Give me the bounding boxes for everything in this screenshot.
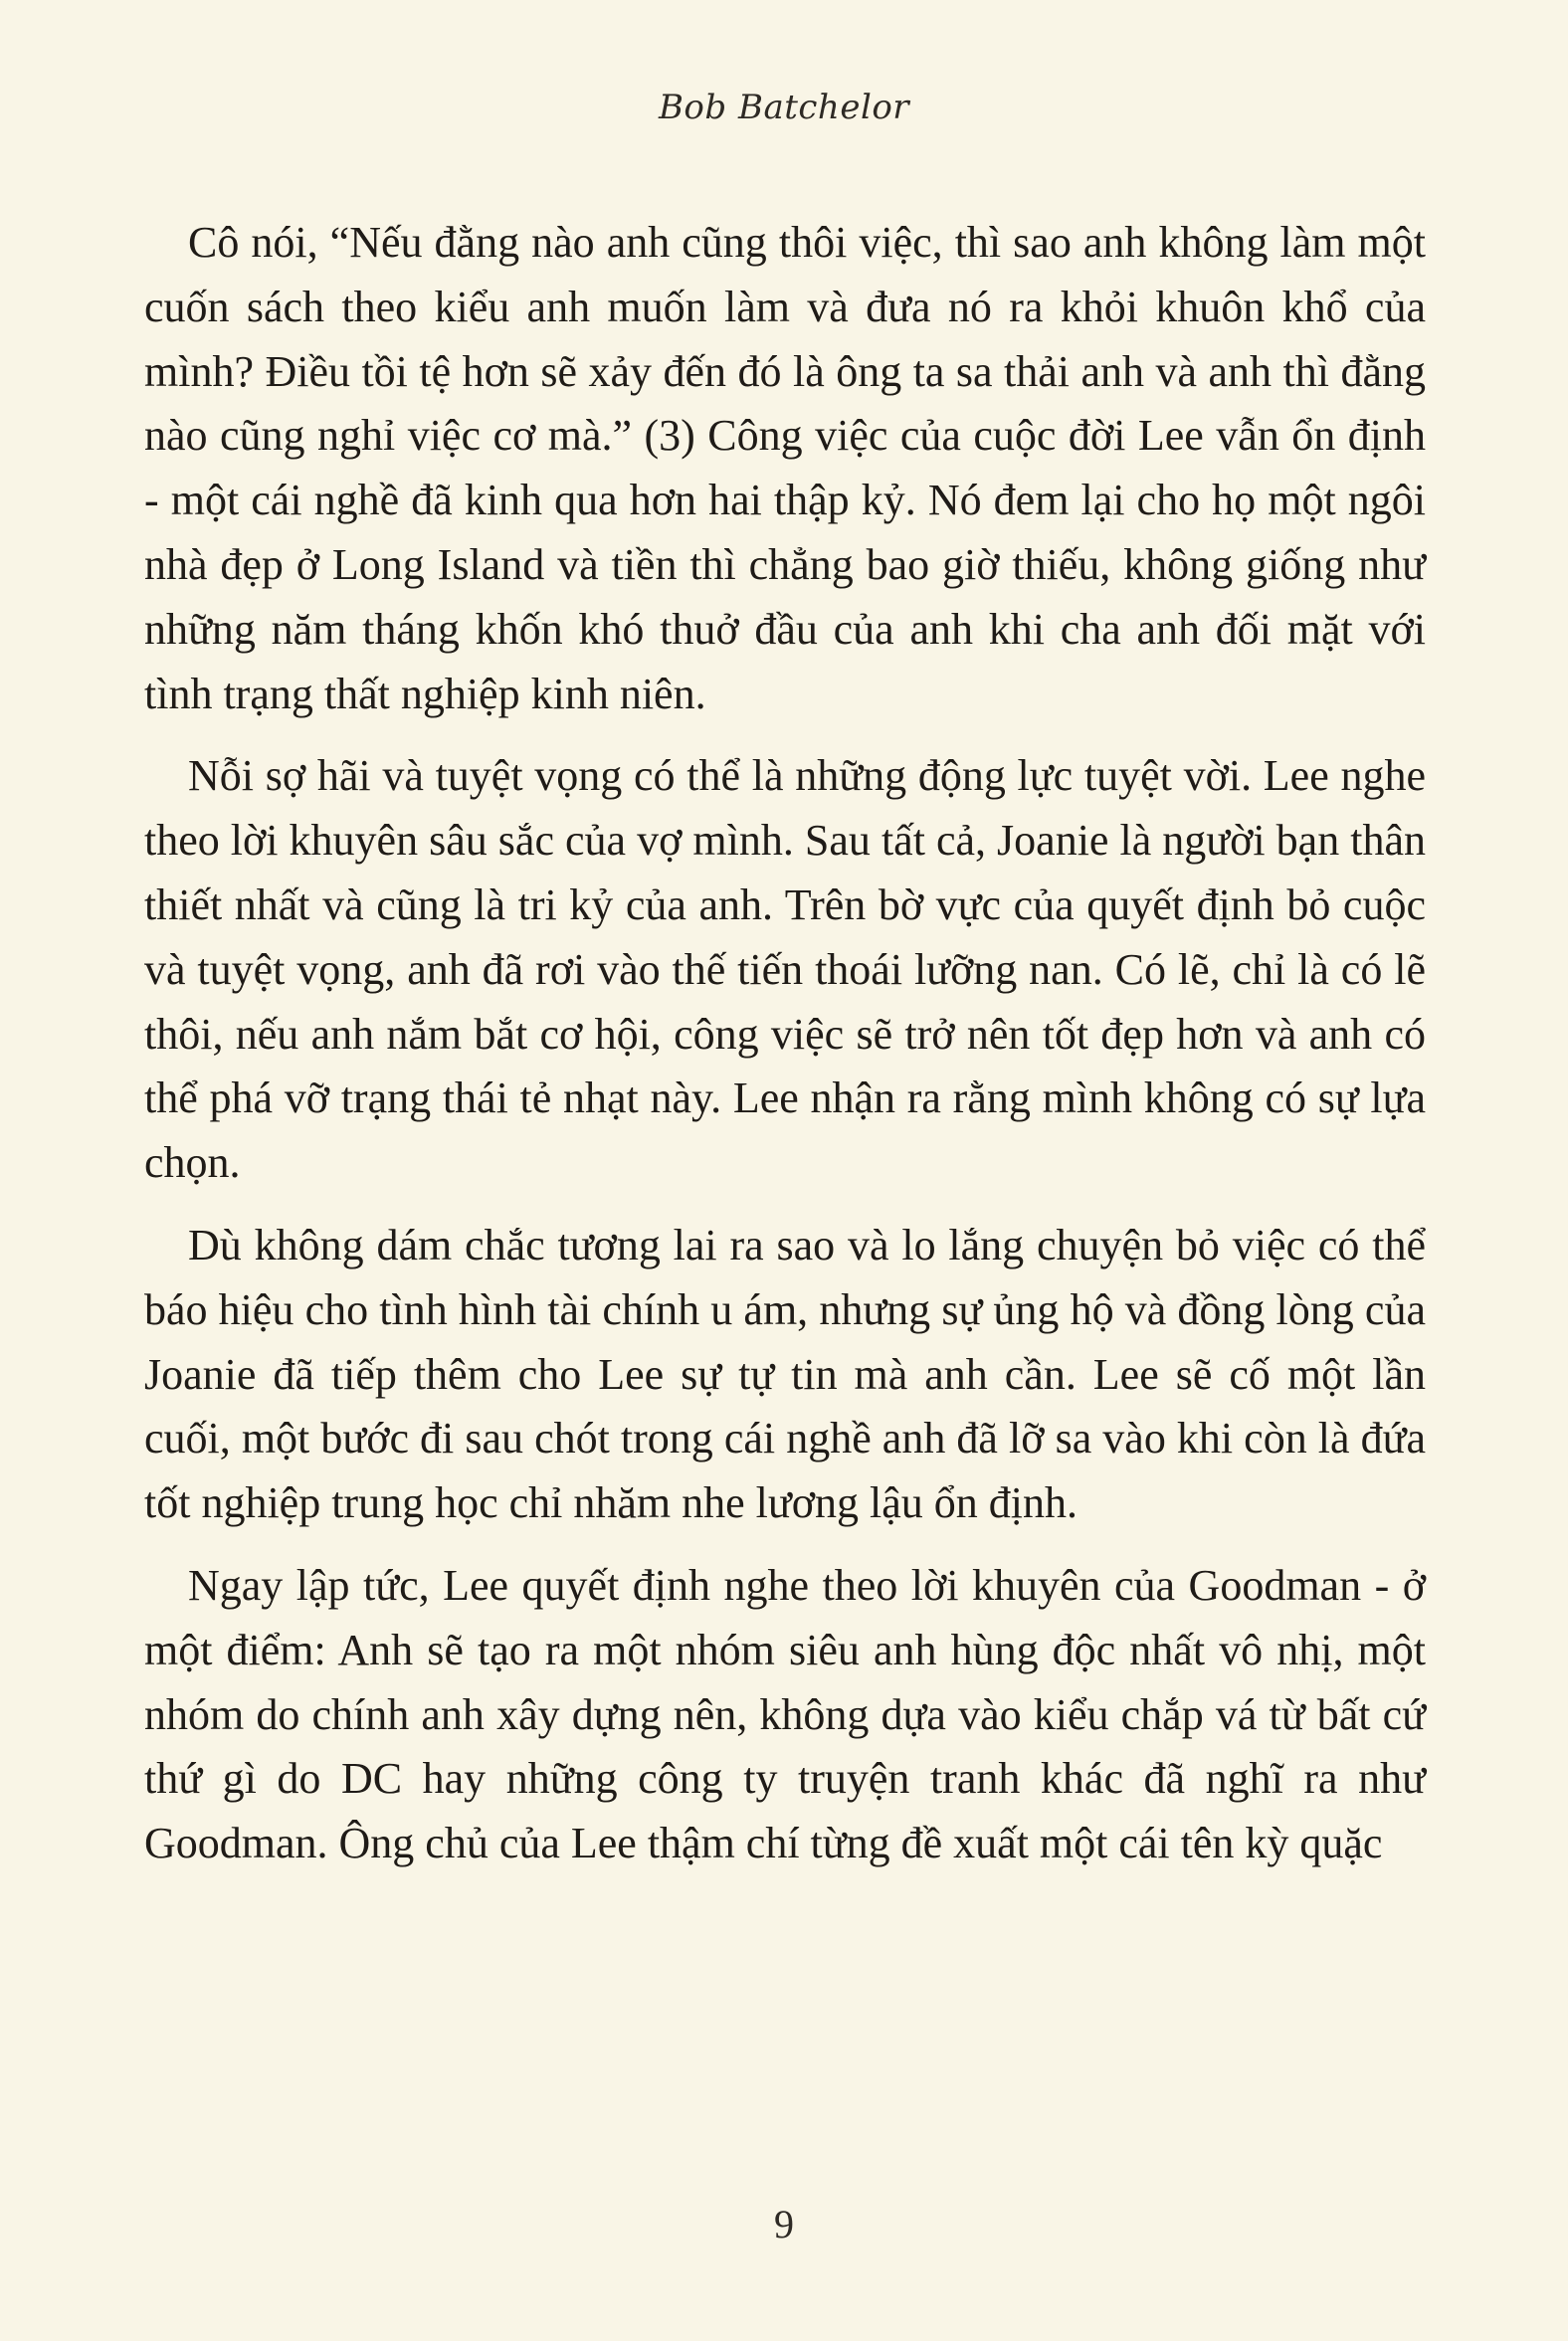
paragraph-2: Nỗi sợ hãi và tuyệt vọng có thể là những động lực tuyệt vời. Lee nghe theo lời khuyên sâu sắc của vợ mình. Sau tất cả, Joanie là người bạn thân thiết nhất và cũng là tri kỷ của anh. Trên bờ vực của quyết định bỏ cuộc và tuyệt vọng, anh đã rơi vào thế tiến thoái lưỡng nan. Có lẽ, chỉ là có lẽ thôi, nếu anh nắm bắt cơ hội, công việc sẽ trở nên tốt đẹp hơn và anh có thể phá vỡ trạng thái tẻ nhạt này. Lee nhận ra rằng mình không có sự lựa chọn. xyxy=(144,751,1426,1188)
paragraph-3: Dù không dám chắc tương lai ra sao và lo lắng chuyện bỏ việc có thể báo hiệu cho tình hình tài chính u ám, nhưng sự ủng hộ và đồng lòng của Joanie đã tiếp thêm cho Lee sự tự tin mà anh cần. Lee sẽ cố một lần cuối, một bước đi sau chót trong cái nghề anh đã lỡ sa vào khi còn là đứa tốt nghiệp trung học chỉ nhăm nhe lương lậu ổn định. xyxy=(144,1220,1426,1528)
page-body xyxy=(144,211,1426,1894)
page-number: 9 xyxy=(774,2202,794,2246)
paragraph-4: Ngay lập tức, Lee quyết định nghe theo lời khuyên của Goodman - ở một điểm: Anh sẽ tạo ra một nhóm siêu anh hùng độc nhất vô nhị, một nhóm do chính anh xây dựng nên, không dựa vào kiểu chắp vá từ bất cứ thứ gì do DC hay những công ty truyện tranh khác đã nghĩ ra như Goodman. Ông chủ của Lee thậm chí từng đề xuất một cái tên kỳ quặc xyxy=(144,1560,1426,1868)
paragraph-1: Cô nói, “Nếu đằng nào anh cũng thôi việc, thì sao anh không làm một cuốn sách theo kiểu anh muốn làm và đưa nó ra khỏi khuôn khổ của mình? Điều tồi tệ hơn sẽ xảy đến đó là ông ta sa thải anh và anh thì đằng nào cũng nghỉ việc cơ mà.” (3) Công việc của cuộc đời Lee vẫn ổn định - một cái nghề đã kinh qua hơn hai thập kỷ. Nó đem lại cho họ một ngôi nhà đẹp ở Long Island và tiền thì chẳng bao giờ thiếu, không giống như những năm tháng khốn khó thuở đầu của anh khi cha anh đối mặt với tình trạng thất nghiệp kinh niên. xyxy=(144,218,1426,718)
running-head-author: Bob Batchelor xyxy=(658,88,910,127)
